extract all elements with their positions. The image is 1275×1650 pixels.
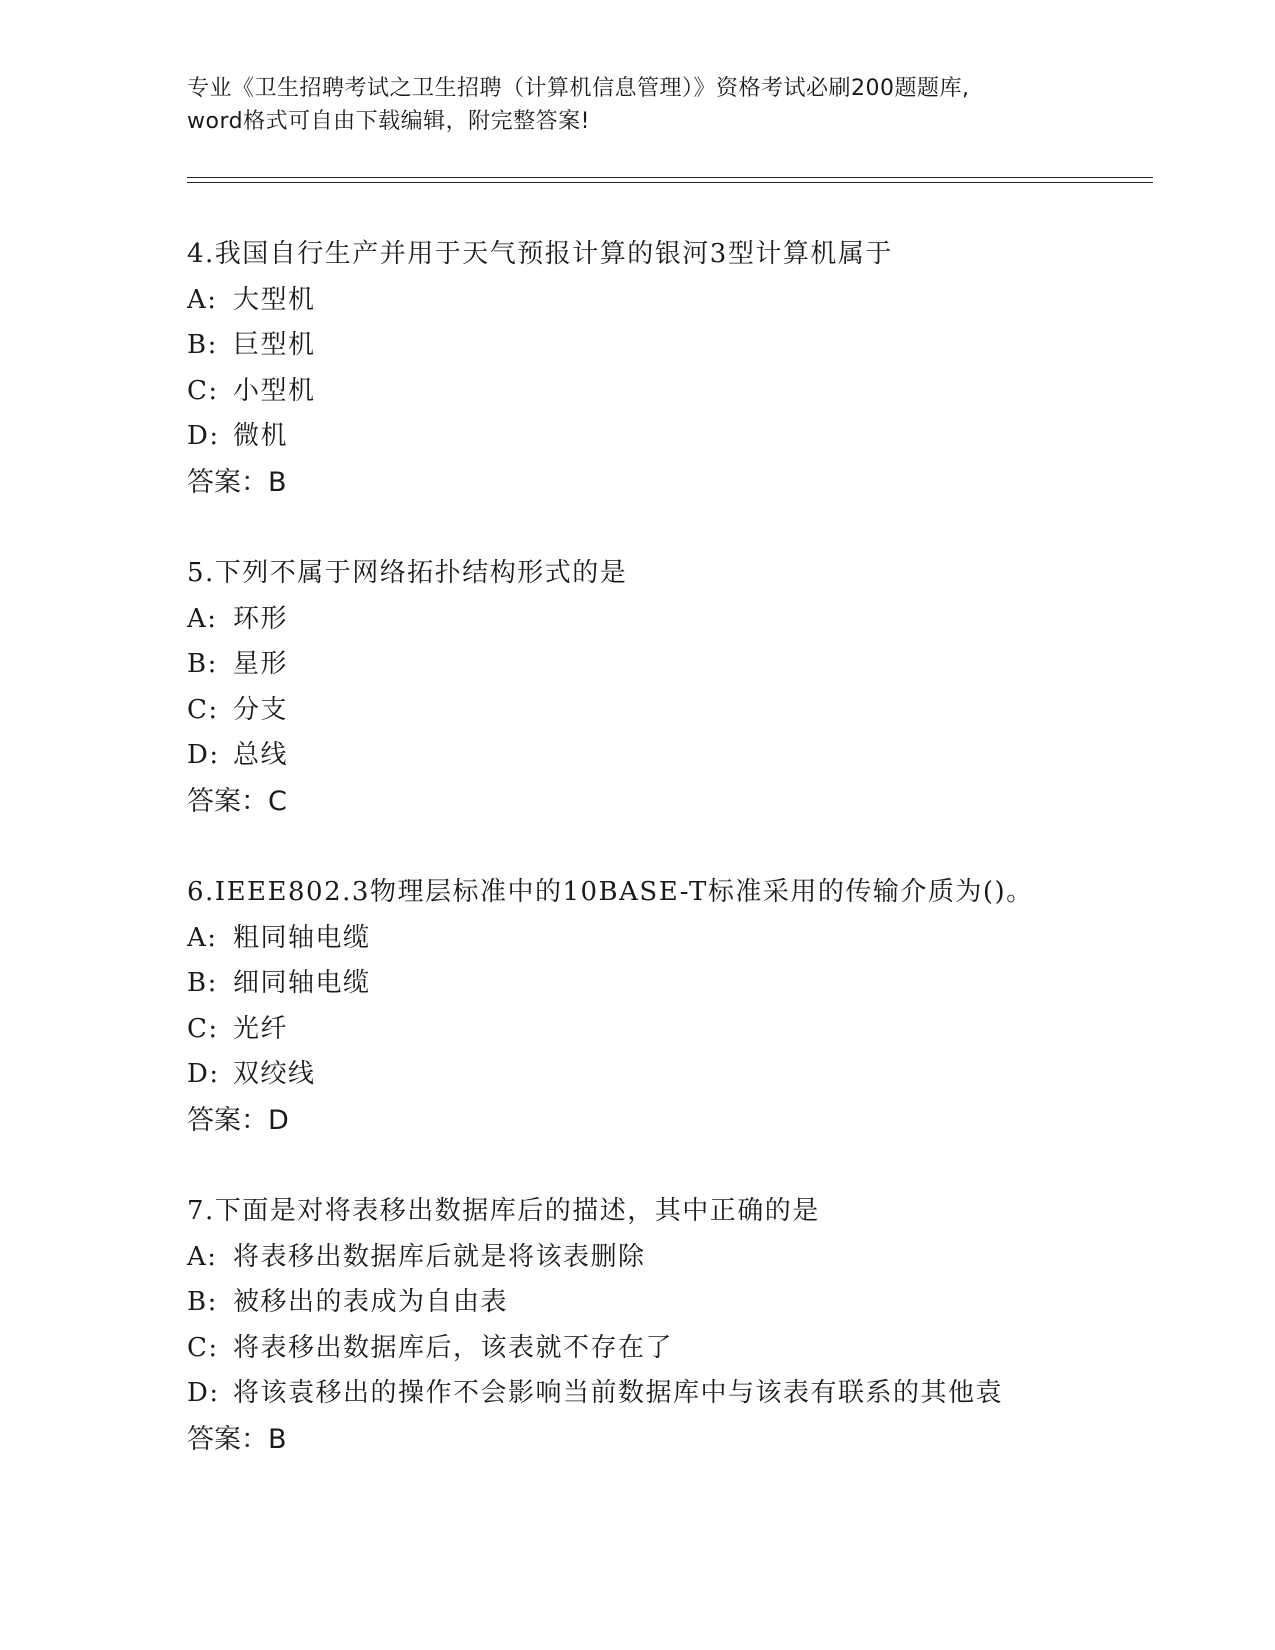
option-text: 小型机: [233, 375, 316, 406]
question-stem: 6.IEEE802.3物理层标准中的10BASE-T标准采用的传输介质为()。: [187, 877, 1034, 907]
option-b: [187, 1280, 1187, 1326]
option-b: [187, 323, 1187, 369]
question-stem: 5.下列不属于网络拓扑结构形式的是: [187, 558, 628, 588]
option-letter: D:: [187, 740, 220, 771]
option-text: 环形: [233, 603, 289, 634]
option-b: [187, 642, 1187, 688]
header-line-2: word格式可自由下载编辑，附完整答案!: [187, 109, 590, 134]
option-text: 将该袁移出的操作不会影响当前数据库中与该表有联系的其他袁: [233, 1378, 1004, 1409]
option-d: [187, 733, 1187, 779]
option-d: [187, 414, 1187, 460]
option-letter: A:: [187, 603, 218, 634]
option-text: 巨型机: [233, 330, 316, 361]
question-4: [187, 232, 1187, 551]
header-line-1: 专业《卫生招聘考试之卫生招聘（计算机信息管理）》资格考试必刷200题题库,: [187, 76, 970, 101]
option-b: [187, 961, 1187, 1007]
option-letter: D:: [187, 1059, 220, 1090]
option-letter: D:: [187, 1378, 220, 1409]
option-c: [187, 369, 1187, 415]
option-letter: A:: [187, 1241, 218, 1272]
option-text: 分支: [233, 694, 289, 725]
option-letter: C:: [187, 694, 219, 725]
option-text: 总线: [233, 740, 289, 771]
option-letter: C:: [187, 375, 219, 406]
answer-line: 答案：C: [187, 785, 287, 817]
option-letter: A:: [187, 284, 218, 315]
option-text: 星形: [233, 649, 289, 680]
option-text: 将表移出数据库后，该表就不存在了: [233, 1332, 674, 1363]
option-text: 粗同轴电缆: [233, 922, 371, 953]
answer-line: 答案：B: [187, 1423, 287, 1455]
option-c: [187, 1326, 1187, 1372]
option-d: [187, 1371, 1187, 1417]
question-7: [187, 1189, 1187, 1508]
question-5: [187, 551, 1187, 870]
option-a: [187, 278, 1187, 324]
option-a: [187, 1235, 1187, 1281]
option-a: [187, 916, 1187, 962]
option-text: 微机: [233, 421, 289, 452]
option-c: [187, 688, 1187, 734]
option-letter: B:: [187, 649, 218, 680]
option-letter: B:: [187, 330, 218, 361]
option-text: 大型机: [233, 284, 316, 315]
answer-line: 答案：D: [187, 1104, 289, 1136]
option-d: [187, 1052, 1187, 1098]
option-letter: B:: [187, 1287, 218, 1318]
option-c: [187, 1007, 1187, 1053]
option-letter: C:: [187, 1013, 219, 1044]
option-text: 将表移出数据库后就是将该表删除: [233, 1241, 646, 1272]
question-stem: 7.下面是对将表移出数据库后的描述，其中正确的是: [187, 1196, 820, 1226]
question-6: [187, 870, 1187, 1189]
option-text: 被移出的表成为自由表: [233, 1287, 509, 1318]
header-divider-bottom: [187, 182, 1153, 183]
option-letter: C:: [187, 1332, 219, 1363]
question-list: [187, 232, 1187, 1508]
option-text: 光纤: [233, 1013, 289, 1044]
option-a: [187, 597, 1187, 643]
question-stem: 4.我国自行生产并用于天气预报计算的银河3型计算机属于: [187, 239, 893, 269]
option-text: 细同轴电缆: [233, 968, 371, 999]
option-text: 双绞线: [233, 1059, 316, 1090]
answer-line: 答案：B: [187, 466, 287, 498]
option-letter: B:: [187, 968, 218, 999]
header-divider-top: [187, 177, 1153, 178]
option-letter: A:: [187, 922, 218, 953]
document-header: [187, 72, 1087, 138]
option-letter: D:: [187, 421, 220, 452]
